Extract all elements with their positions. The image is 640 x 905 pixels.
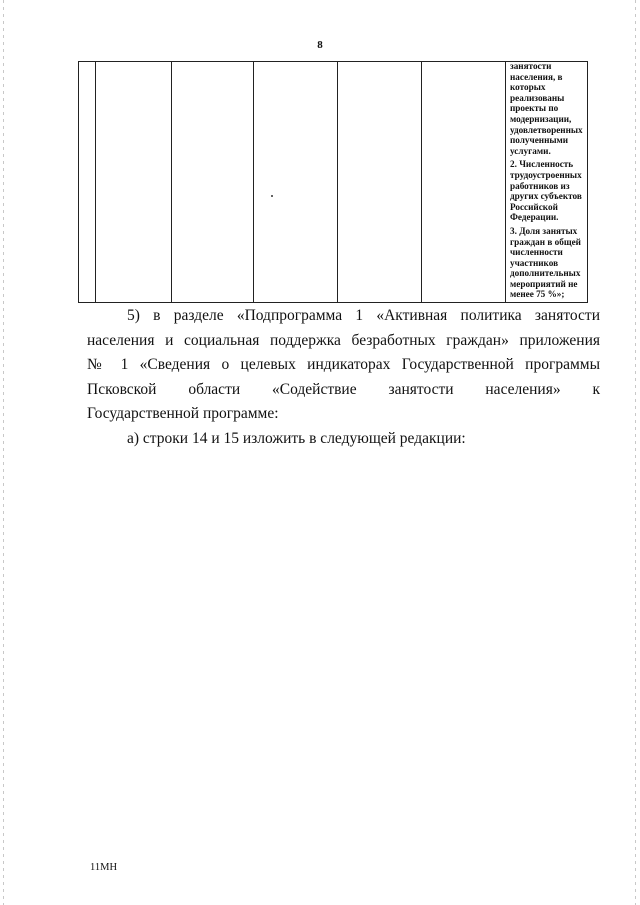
table-col-border [78, 62, 79, 302]
indicator-item: 2. Численность трудоустроенных работников из других субъектов Российской Федерации. [510, 159, 582, 223]
footer-code: 11МН [90, 862, 118, 873]
subitem-a: а) строки 14 и 15 изложить в следующей редакции: [127, 429, 466, 447]
indicator-item: 3. Доля занятых граждан в общей численности участников дополнительных мероприятий не менее 75 %»; [510, 225, 581, 300]
table-col-border [337, 62, 338, 302]
paragraph-line: 5) в разделе «Подпрограмма 1 «Активная политика занятости [127, 307, 600, 324]
page-edge-left [3, 0, 4, 905]
paragraph-line: Государственной программе: [87, 405, 279, 422]
scan-speck [271, 195, 273, 197]
paragraph-line: Псковской области «Содействие занятости населения» к [87, 380, 600, 398]
amendment-text [87, 304, 600, 451]
indicator-item: занятости населения, в которых реализованы проекты по модернизации, удовлетворенных полученными услугами. [510, 61, 583, 156]
table-col-border [505, 62, 506, 302]
table-col-border [171, 62, 172, 302]
page-number: 8 [317, 39, 323, 51]
paragraph-line: № 1 «Сведения о целевых индикаторах Государственной программы [87, 356, 600, 373]
table-col-border [95, 62, 96, 302]
paragraph-line: населения и социальная поддержка безработных граждан» приложения [87, 331, 600, 349]
table-cell-indicators [510, 61, 590, 303]
page-edge-right [635, 0, 636, 905]
table-col-border [253, 62, 254, 302]
table-col-border [421, 62, 422, 302]
